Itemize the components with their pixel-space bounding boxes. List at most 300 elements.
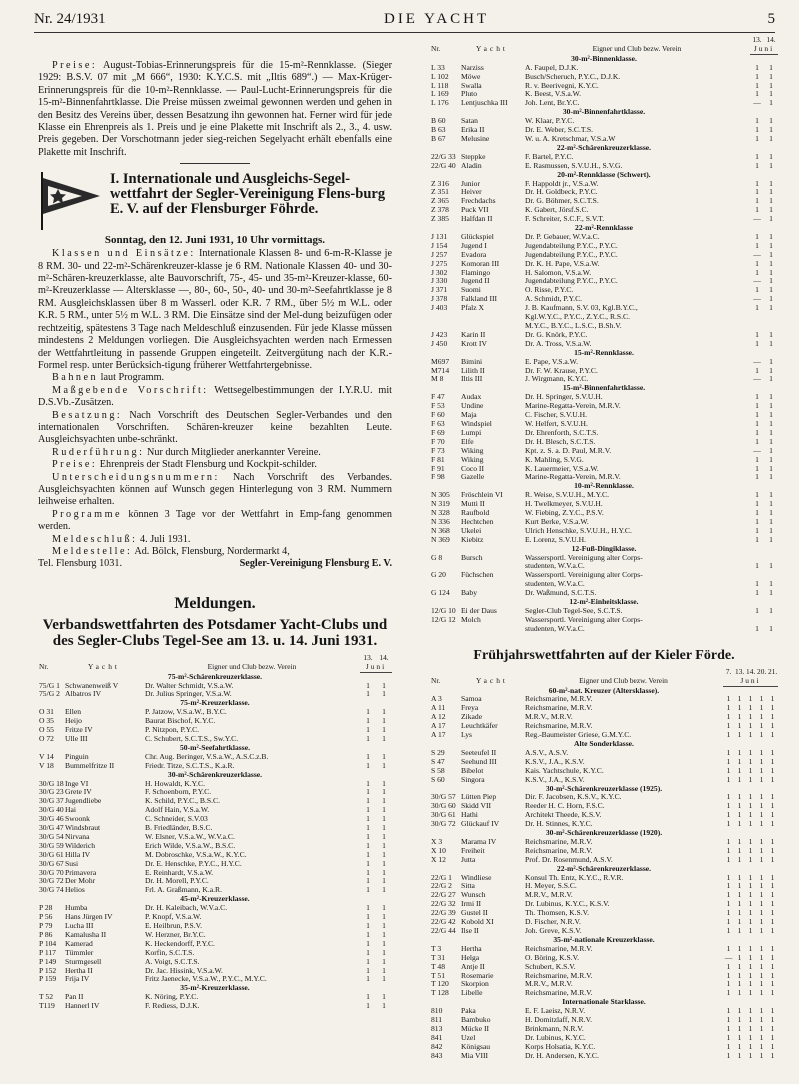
table-row: [430, 856, 778, 865]
sail-number: J 275: [431, 259, 448, 268]
race-entry-mark: 1: [769, 607, 773, 615]
owner-club: A. Voigt, S.C.T.S.: [145, 957, 200, 966]
owner-club: Reg.-Baumeister Griese, G.M.Y.C.: [525, 731, 632, 740]
yacht-name: Elfe: [461, 437, 474, 446]
race-entry-mark: 1: [366, 957, 370, 966]
race-entry-mark: —: [753, 357, 761, 366]
table-row: [430, 571, 778, 580]
col-header-date: 7.: [725, 667, 732, 676]
class-heading: 20-m²-Rennklasse (Schwert).: [557, 170, 651, 179]
sail-number: V 14: [39, 752, 54, 761]
class-heading-row: [430, 482, 778, 491]
race-entry-mark: 1: [748, 704, 753, 713]
race-entry-mark: 1: [759, 918, 764, 927]
class-heading-row: [38, 895, 392, 904]
sail-number: N 368: [431, 526, 450, 535]
sail-number: G 124: [431, 589, 450, 598]
race-entry-mark: 1: [770, 944, 775, 953]
race-entry-mark: 1: [769, 63, 773, 72]
race-entry-mark: 1: [769, 161, 773, 170]
race-entry-mark: 1: [366, 868, 370, 877]
class-heading-row: [430, 349, 778, 358]
owner-club: K.S.V., J.A., K.S.V.: [525, 757, 585, 766]
sail-number: P 117: [39, 948, 56, 957]
race-entry-mark: 1: [726, 1024, 731, 1033]
table-row: [430, 554, 778, 563]
class-heading: 35-m²-Kreuzerklasse.: [180, 984, 250, 993]
table-row: [38, 806, 392, 815]
sail-number: O 55: [39, 726, 54, 735]
owner-club: W. Elsner, V.S.a.W., W.V.a.C.: [145, 832, 235, 841]
owner-club: Dr. F. W. Krause, P.Y.C.: [525, 366, 598, 375]
owner-club: Dr. H. Stinnes, K.Y.C.: [525, 820, 593, 829]
yacht-name: Raufbold: [461, 509, 490, 518]
race-entry-mark: 1: [759, 944, 764, 953]
flensburg-paragraph: [38, 447, 392, 459]
sail-number: 841: [431, 1033, 443, 1042]
yacht-name: Skorpion: [461, 980, 489, 989]
owner-club: F. Happoldt jr., V.S.a.W.: [525, 179, 599, 188]
class-heading-row: [430, 108, 778, 117]
race-entry-mark: 1: [366, 841, 370, 850]
table-row: [430, 135, 778, 144]
race-entry-mark: 1: [737, 722, 742, 731]
table-row: [430, 527, 778, 536]
race-entry-mark: 1: [748, 909, 753, 918]
yacht-name: Hertha II: [65, 966, 93, 975]
owner-club: K. Nöring, P.Y.C.: [145, 993, 199, 1002]
table-row: [430, 251, 778, 260]
race-entry-mark: 1: [769, 464, 773, 473]
class-heading: 60-m²-nat. Kreuzer (Altersklasse).: [548, 686, 660, 695]
yacht-name: Mutti II: [461, 500, 485, 509]
flensburg-conditions: [38, 248, 392, 558]
yacht-name: Sitta: [461, 882, 475, 891]
table-row: [38, 735, 392, 744]
race-entry-mark: 1: [382, 913, 386, 922]
owner-club: B. Friedländer, B.S.C.: [145, 824, 213, 833]
race-entry-mark: 1: [726, 731, 731, 740]
table-row: [430, 295, 778, 304]
race-entry-mark: 1: [755, 500, 759, 509]
class-heading-row: [430, 785, 778, 794]
sail-number: S 47: [431, 757, 445, 766]
sail-number: A 17: [431, 731, 446, 740]
sail-number: F 63: [431, 419, 445, 428]
col-header-yacht: Yacht: [88, 662, 120, 672]
race-entry-mark: 1: [769, 589, 773, 598]
yacht-name: Glückauf IV: [461, 820, 500, 829]
owner-club: Wassersportl. Vereinigung alter Corps-: [525, 553, 643, 562]
table-row: [430, 420, 778, 429]
race-entry-mark: 1: [755, 134, 759, 143]
race-entry-mark: 1: [755, 161, 759, 170]
race-entry-mark: 1: [759, 980, 764, 989]
class-heading: 22-m²-Rennklasse: [575, 224, 633, 233]
table-row: [430, 536, 778, 545]
race-entry-mark: 1: [755, 562, 759, 571]
sail-number: M697: [431, 357, 450, 366]
yacht-name: Paka: [461, 1007, 476, 1016]
owner-club: Th. Thomsen, K.S.V.: [525, 909, 590, 918]
race-entry-mark: 1: [770, 820, 775, 829]
table-row: [430, 331, 778, 340]
sail-number: 12/G 12: [431, 615, 456, 624]
race-entry-mark: 1: [769, 473, 773, 482]
sail-number: T 51: [431, 971, 445, 980]
race-entry-mark: 1: [770, 873, 775, 882]
sail-number: S 58: [431, 766, 445, 775]
race-entry-mark: 1: [748, 757, 753, 766]
sail-number: 22/G 32: [431, 900, 456, 909]
paragraph-text: laut Programm.: [98, 372, 165, 384]
race-entry-mark: 1: [726, 962, 731, 971]
race-entry-mark: [750, 616, 764, 625]
class-heading: 75-m²-Schärenkreuzerklasse.: [167, 672, 263, 681]
table-row: [430, 758, 778, 767]
sail-number: Z 378: [431, 206, 449, 215]
sail-number: 30/G 60: [431, 802, 456, 811]
yacht-name: Erika II: [461, 126, 485, 135]
table-row: [430, 206, 778, 215]
owner-club: M.R.V., M.R.V.: [525, 980, 573, 989]
table-row: [38, 815, 392, 824]
race-entry-mark: 1: [726, 927, 731, 935]
race-entry-mark: 1: [737, 775, 742, 784]
race-entry-mark: 1: [726, 846, 731, 855]
table-row: [430, 1016, 778, 1025]
race-entry-mark: 1: [755, 117, 759, 126]
race-entry-mark: 1: [755, 241, 759, 250]
col-header-nr: Nr.: [431, 676, 441, 686]
yacht-name: Lys: [461, 731, 472, 740]
race-entry-mark: 1: [366, 948, 370, 957]
race-entry-mark: 1: [769, 526, 773, 535]
race-entry-mark: 1: [737, 962, 742, 971]
race-entry-mark: 1: [726, 873, 731, 882]
left-column: [38, 60, 392, 1011]
class-heading: 12-m²-Einheitsklasse.: [569, 598, 639, 607]
class-heading: 10-m²-Rennklasse.: [574, 482, 634, 491]
owner-club: M.R.V., M.R.V.: [525, 713, 573, 722]
table-row: [430, 304, 778, 313]
paragraph-label: Ruderführung:: [52, 446, 145, 458]
race-entry-mark: [750, 571, 764, 580]
race-entry-mark: 1: [748, 748, 753, 757]
owner-club: Konsul Th. Entz, K.Y.C., R.V.R.: [525, 873, 624, 882]
sail-number: 30/G 46: [39, 815, 64, 824]
race-entry-mark: [764, 571, 778, 580]
table-row: [430, 1007, 778, 1016]
owner-club: Reichsmarine, M.R.V.: [525, 695, 593, 704]
yacht-name: Fröschlein VI: [461, 491, 503, 500]
owner-club: Joh. Lent, Br.Y.C.: [525, 99, 580, 108]
table-row: [430, 882, 778, 891]
race-entry-mark: 1: [755, 197, 759, 206]
race-entry-mark: 1: [748, 882, 753, 891]
owner-club: Kais. Yachtschule, K.Y.C.: [525, 766, 604, 775]
owner-club: O. Böring, K.S.V.: [525, 953, 580, 962]
owner-club: studenten, W.V.a.C.: [525, 580, 585, 589]
sail-number: 22/G 27: [431, 891, 456, 900]
race-entry-mark: 1: [759, 775, 764, 784]
class-heading: 30-m²-Schärenkreuzerklasse.: [167, 770, 263, 779]
yacht-name: Humba: [65, 904, 88, 913]
race-entry-mark: 1: [759, 873, 764, 882]
owner-club: K. Beest, V.S.a.W.: [525, 90, 581, 99]
flensburg-paragraph: [38, 385, 392, 410]
sail-number: G 20: [431, 571, 446, 580]
race-entry-mark: 1: [737, 837, 742, 846]
paragraph-text: Internationale Klassen 8- und 6-m-R-Klasse je 8 RM. 30- und 22-m²-Schärenkreuzer-klasse je 6 RM. Nationale Klassen 40- und 30-m²-Schären-kreuzerklasse, alte Bauvorschrift, 75-, 45- und 35-m²-Kreuzer-klasse, 60-m²-Kreuzerklasse — Altersklasse —, 80-, 60-, 50-, 40- und 30-m²-Seefahrtklasse je 8 RM. Ausgleichsklassen über 8 m Wasserl. oder K.R. 7 RM., über 5½ m W.L. oder K.R. 5 RM., unter 5½ m W.L. 3 RM. Die Einsätze sind der Mel-dung beizufügen oder rechtzeitig, spätestens 3 Tage nach Meldeschluß einzusenden. Für jede Klasse müssen mindestens 2 Meldungen vorliegen. Die Ausgleichsyachten werden nach Ermessen der Wettfahrtleitung in passende Gruppen eingeteilt. Zeitvergütung nach der K.R.-Formel resp. unter Berücksich-tigung früherer Wettfahrtergebnisse.: [38, 248, 393, 371]
table-row: [430, 367, 778, 376]
sail-number: Z 365: [431, 197, 449, 206]
page-number: 5: [767, 10, 775, 27]
race-entry-mark: 1: [759, 820, 764, 829]
race-entry-mark: 1: [382, 832, 386, 841]
race-entry-mark: 1: [769, 330, 773, 339]
class-heading: Alte Sonderklasse.: [574, 739, 634, 748]
sail-number: 75/G 1: [39, 681, 60, 690]
class-heading-row: [430, 998, 778, 1007]
owner-club: Baurat Bischof, K.Y.C.: [145, 717, 216, 726]
race-entry-mark: 1: [748, 900, 753, 909]
race-entry-mark: 1: [769, 206, 773, 215]
yacht-name: Hilla IV: [65, 850, 91, 859]
race-entry-mark: 1: [382, 708, 386, 717]
sail-number: A 11: [431, 704, 446, 713]
yacht-name: Ellen: [65, 708, 82, 717]
magazine-title: DIE YACHT: [383, 10, 490, 27]
race-entry-mark: 1: [748, 962, 753, 971]
race-entry-mark: 1: [748, 713, 753, 722]
race-entry-mark: 1: [726, 900, 731, 909]
owner-club: K. Lauermeier, V.S.a.W.: [525, 464, 599, 473]
race-entry-mark: 1: [726, 748, 731, 757]
race-entry-mark: 1: [726, 695, 731, 704]
yacht-name: Nirvana: [65, 832, 90, 841]
yacht-name: Frija IV: [65, 975, 90, 984]
table-row: [38, 975, 392, 984]
yacht-name: Glückspiel: [461, 232, 494, 241]
table-row: [430, 286, 778, 295]
sail-number: F 69: [431, 428, 445, 437]
class-heading: 30-m²-Schärenkreuzerklasse (1925).: [545, 784, 663, 793]
table-row: [430, 945, 778, 954]
owner-club: P. Jatzow, V.S.a.W., B.Y.C.: [145, 708, 227, 717]
paragraph-label: Bahnen: [52, 372, 99, 384]
sail-number: [430, 580, 460, 589]
sail-number: J 330: [431, 277, 448, 286]
col-header-month: Juni: [723, 677, 778, 686]
race-entry-mark: 1: [770, 855, 775, 864]
race-entry-mark: 1: [382, 948, 386, 957]
table-row: [430, 838, 778, 847]
sail-number: O 35: [39, 717, 54, 726]
sail-number: F 53: [431, 402, 445, 411]
owner-club: F. Bartel, P.Y.C.: [525, 152, 574, 161]
race-entry-mark: 1: [769, 134, 773, 143]
race-entry-mark: 1: [366, 824, 370, 833]
yacht-name: Ilse II: [461, 927, 479, 935]
race-entry-mark: 1: [755, 526, 759, 535]
race-entry-mark: 1: [755, 366, 759, 375]
sail-number: 30/G 74: [39, 886, 64, 895]
sail-number: L 118: [431, 81, 449, 90]
sail-number: 811: [431, 1016, 443, 1025]
table-row: [38, 753, 392, 762]
sail-number: N 336: [431, 517, 450, 526]
sail-number: 30/G 72: [431, 820, 456, 829]
owner-club: Dr. G. Knörk, P.Y.C.: [525, 330, 588, 339]
table-row: [38, 913, 392, 922]
table-row: [38, 824, 392, 833]
page-header: [34, 6, 775, 33]
yacht-name: Audax: [461, 393, 482, 402]
race-entry-mark: 1: [748, 944, 753, 953]
race-entry-mark: 1: [755, 437, 759, 446]
sail-number: 30/G 72: [39, 877, 64, 886]
class-heading: 22-m²-Schärenkreuzerklasse.: [556, 143, 652, 152]
preise-text: August-Tobias-Erinnerungspreis für die 15-m²-Rennklasse. (Sieger 1929: B.S.V. 07 mit „M 666“, 1930: K.Y.C.S. mit „Iltis 689“.) — Max-Krüger-Erinnerungspreis für die 10-m²-Rennklasse. — Paul-Lucht-Erinnerungspreis für die 15-m²-Binnenfahrtklasse. Die Preise müssen zweimal gewonnen werden und gehen in den Besitz des Vereins über, dessen Besatzung ihn gewonnen hat. Ferner wird für jede Klasse ein Ehrenpreis als 1. Preis und je eine Plakette mit Inschrift als 2., 3., 4. usw. Preis gegeben. Der Vorschotmann jeder sieg-reichen Segelyacht erhält ebenfalls eine Plakette mit Inschrift.: [38, 60, 392, 158]
race-entry-mark: 1: [726, 766, 731, 775]
race-entry-mark: [764, 322, 778, 331]
race-entry-mark: 1: [770, 953, 775, 962]
race-entry-mark: 1: [366, 993, 370, 1002]
race-entry-mark: 1: [382, 681, 386, 690]
yacht-name: Jugend I: [461, 241, 487, 250]
race-entry-mark: 1: [770, 1042, 775, 1051]
sail-number: N 319: [431, 500, 450, 509]
race-entry-mark: 1: [366, 850, 370, 859]
table-row: [38, 967, 392, 976]
race-entry-mark: 1: [755, 402, 759, 411]
yacht-name: Baby: [461, 589, 478, 598]
race-entry-mark: 1: [755, 152, 759, 161]
sail-number: J 378: [431, 295, 448, 304]
sail-number: X 12: [431, 855, 446, 864]
sail-number: A 3: [431, 695, 442, 704]
flensburg-paragraph: [38, 546, 392, 558]
race-entry-mark: 1: [748, 873, 753, 882]
owner-club: Dr. Lubinus, K.Y.C., K.S.V.: [525, 900, 610, 909]
race-entry-mark: 1: [726, 837, 731, 846]
sail-number: 842: [431, 1042, 443, 1051]
race-entry-mark: 1: [769, 152, 773, 161]
class-heading: 12-Fuß-Dingiklasse.: [571, 544, 637, 553]
race-entry-mark: 1: [366, 752, 370, 761]
yacht-name: Hai: [65, 806, 76, 815]
race-entry-mark: 1: [769, 535, 773, 544]
table-row: [430, 90, 778, 99]
race-entry-mark: 1: [382, 824, 386, 833]
yacht-name: Wiking: [461, 455, 484, 464]
race-entry-mark: —: [724, 953, 733, 962]
race-entry-mark: 1: [382, 930, 386, 939]
col-header-date: 20.: [757, 667, 767, 676]
race-entry-mark: 1: [737, 980, 742, 989]
table-row: [38, 851, 392, 860]
race-entry-mark: 1: [770, 1007, 775, 1016]
flensburg-paragraph: [38, 472, 392, 509]
yacht-name: Narziss: [461, 63, 484, 72]
sail-number: F 70: [431, 437, 445, 446]
yacht-name: Evadora: [461, 250, 487, 259]
race-entry-mark: 1: [748, 971, 753, 980]
col-header-nr: Nr.: [39, 662, 49, 672]
race-entry-mark: 1: [382, 877, 386, 886]
race-entry-mark: 1: [769, 232, 773, 241]
yacht-name: Lentjuschka III: [461, 99, 508, 108]
table-row: [430, 963, 778, 972]
table-row: [430, 616, 778, 625]
table-row: [430, 473, 778, 482]
race-entry-mark: 1: [366, 966, 370, 975]
sail-number: T 3: [431, 944, 442, 953]
race-entry-mark: 1: [769, 259, 773, 268]
race-entry-mark: 1: [769, 241, 773, 250]
race-entry-mark: 1: [748, 953, 753, 962]
class-heading-row: [38, 984, 392, 993]
race-entry-mark: 1: [759, 802, 764, 811]
race-entry-mark: 1: [366, 913, 370, 922]
race-entry-mark: 1: [737, 944, 742, 953]
owner-club: F. Rediess, D.J.K.: [145, 1002, 200, 1011]
race-entry-mark: 1: [770, 846, 775, 855]
race-entry-mark: 1: [366, 832, 370, 841]
race-entry-mark: 1: [748, 1024, 753, 1033]
race-entry-mark: 1: [759, 837, 764, 846]
yacht-name: Hans Jürgen IV: [65, 913, 113, 922]
race-entry-mark: 1: [770, 989, 775, 998]
yacht-name: Pan II: [65, 993, 84, 1002]
paragraph-label: Klassen und Einsätze:: [52, 248, 196, 260]
col-header-yacht: Yacht: [476, 44, 508, 54]
sail-number: L 33: [431, 63, 445, 72]
class-heading-row: [430, 171, 778, 180]
sail-number: L 102: [431, 72, 449, 81]
yacht-name: Kamalusha II: [65, 930, 107, 939]
race-entry-mark: 1: [366, 761, 370, 770]
race-entry-mark: 1: [737, 989, 742, 998]
race-entry-mark: 1: [726, 1016, 731, 1025]
race-entry-mark: 1: [770, 1024, 775, 1033]
race-entry-mark: 1: [726, 802, 731, 811]
race-entry-mark: 1: [737, 793, 742, 802]
sail-number: 30/G 57: [431, 793, 456, 802]
race-entry-mark: 1: [770, 891, 775, 900]
owner-club: R. Weise, S.V.U.H., M.Y.C.: [525, 491, 609, 500]
yacht-name: Sturmgesell: [65, 957, 102, 966]
table-row: [38, 869, 392, 878]
race-entry-mark: 1: [382, 841, 386, 850]
sail-number: 22/G 39: [431, 909, 456, 918]
yacht-name: Komoran III: [461, 259, 500, 268]
race-entry-mark: 1: [769, 393, 773, 402]
race-entry-mark: 1: [748, 1016, 753, 1025]
race-entry-mark: 1: [737, 1016, 742, 1025]
yacht-name: Maja: [461, 411, 477, 420]
race-entry-mark: 1: [366, 717, 370, 726]
sail-number: P 56: [39, 913, 53, 922]
table-row: [430, 722, 778, 731]
owner-club: Architekt Theede, K.S.V.: [525, 811, 602, 820]
flensburg-paragraph: [38, 248, 392, 372]
race-entry-mark: 1: [769, 366, 773, 375]
owner-club: Kgl.W.Y.C., P.Y.C., Z.Y.C., R.S.C.: [525, 313, 631, 322]
yacht-name: Wilderich: [65, 841, 96, 850]
race-entry-mark: 1: [770, 909, 775, 918]
